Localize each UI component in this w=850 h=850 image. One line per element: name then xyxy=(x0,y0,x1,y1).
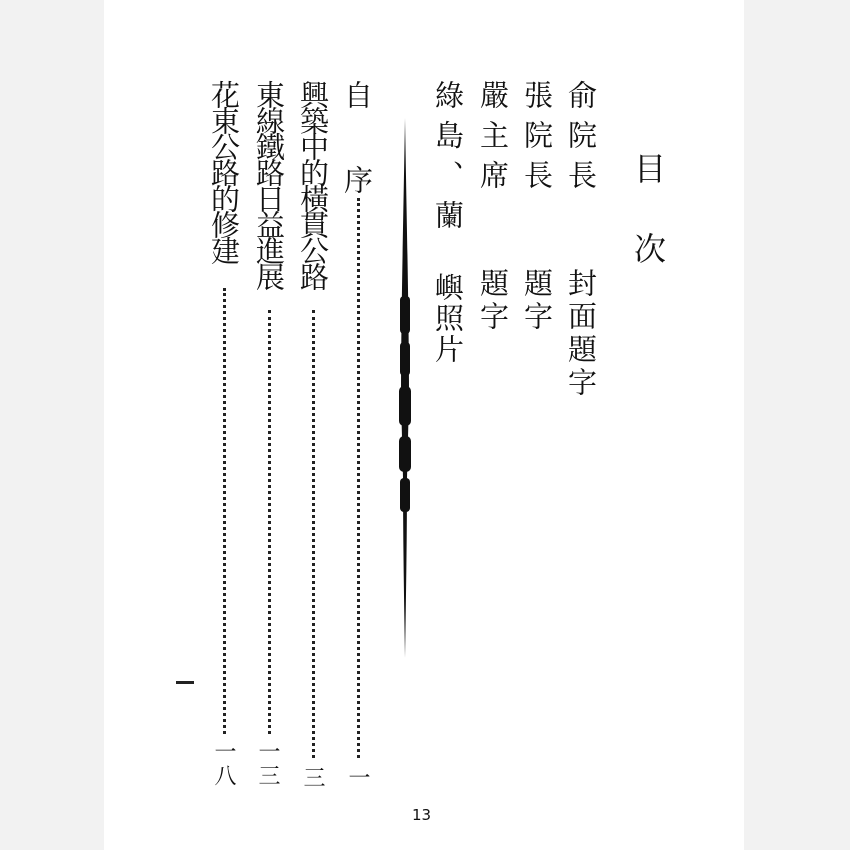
front-matter-name-2: 張院長 xyxy=(520,80,554,200)
book-page xyxy=(104,0,744,850)
front-matter-item-3: 題字 xyxy=(476,268,510,334)
toc-entry-title-3: 東線鐵路日益進展 xyxy=(252,80,286,288)
page-number: 13 xyxy=(412,806,432,824)
toc-entry-title-2: 興築中的橫貫公路 xyxy=(296,80,330,288)
front-matter-item-1: 封面題字 xyxy=(564,268,598,400)
toc-leader-dots xyxy=(357,198,360,758)
front-matter-name-3: 嚴主席 xyxy=(476,80,510,200)
toc-entry-page-1: 一 xyxy=(345,766,370,788)
toc-entry-page-2: 三 xyxy=(300,766,325,788)
toc-heading: 目次 xyxy=(629,152,667,312)
front-matter-name-1: 俞院長 xyxy=(564,80,598,200)
toc-entry-page-4: 一八 xyxy=(211,740,236,788)
front-matter-item-2: 題字 xyxy=(520,268,554,334)
toc-entry-page-3: 一三 xyxy=(255,740,280,788)
front-matter-name-4: 綠島、蘭 xyxy=(431,80,465,240)
toc-leader-dots xyxy=(312,310,315,758)
toc-entry-title-1: 自序 xyxy=(340,80,374,250)
front-matter-item-4: 嶼照片 xyxy=(431,272,465,365)
toc-entry-title-4: 花東公路的修建 xyxy=(207,80,241,262)
decorative-divider xyxy=(388,118,422,658)
margin-numeral xyxy=(176,681,194,684)
toc-leader-dots xyxy=(223,288,226,734)
toc-leader-dots xyxy=(268,310,271,734)
